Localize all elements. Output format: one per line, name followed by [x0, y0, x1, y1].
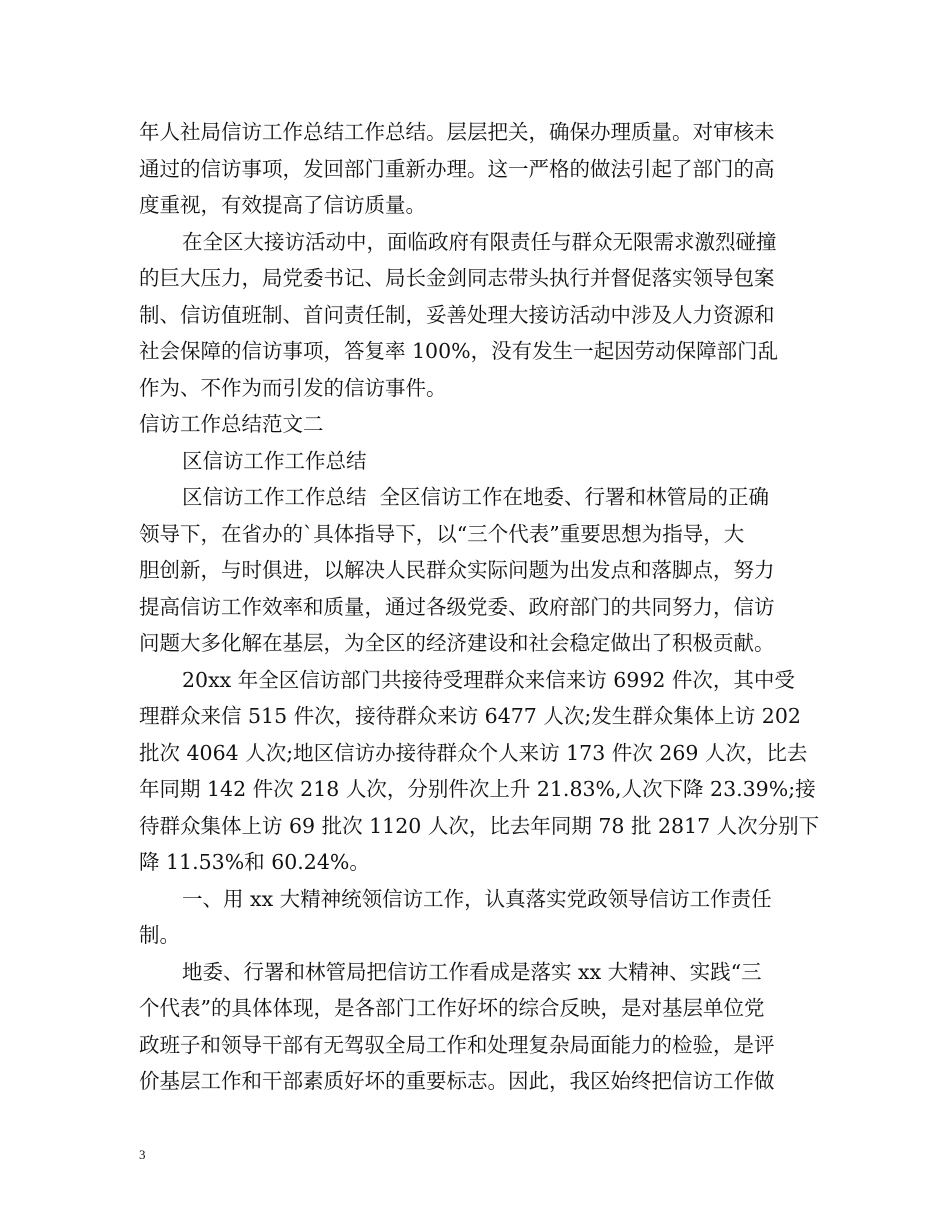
article-title: 区信访工作工作总结 — [182, 448, 367, 473]
text-line: 区信访工作工作总结 全区信访工作在地委、行署和林管局的正确 — [182, 485, 770, 509]
text-line: 胆创新，与时俱进，以解决人民群众实际问题为出发点和落脚点，努力 — [139, 558, 775, 582]
text-line: 制。 — [139, 923, 180, 947]
text-line: 价基层工作和干部素质好坏的重要标志。因此，我区始终把信访工作做 — [139, 1069, 775, 1093]
text-line: 年同期 142 件次 218 人次，分别件次上升 21.83%,人次下降 23.39%;接 — [139, 777, 816, 801]
text-line: 提高信访工作效率和质量，通过各级党委、政府部门的共同努力，信访 — [139, 594, 775, 619]
page-number: 3 — [139, 1147, 146, 1162]
subsection-heading: 一、用 xx 大精神统领信访工作，认真落实党政领导信访工作责任 — [182, 886, 772, 911]
text-line: 政班子和领导干部有无驾驭全局工作和处理复杂局面能力的检验，是评 — [139, 1032, 775, 1057]
text-line: 年人社局信访工作总结工作总结。层层把关，确保办理质量。对审核未 — [139, 120, 775, 144]
text-line: 度重视，有效提高了信访质量。 — [139, 193, 426, 217]
text-line: 在全区大接访活动中，面临政府有限责任与群众无限需求激烈碰撞 — [182, 229, 777, 254]
text-line: 批次 4064 人次;地区信访办接待群众个人来访 173 件次 269 人次，比去 — [139, 740, 808, 765]
text-line: 作为、不作为而引发的信访事件。 — [139, 375, 447, 400]
text-line: 地委、行署和林管局把信访工作看成是落实 xx 大精神、实践“三 — [182, 959, 762, 984]
text-line: 的巨大压力，局党委书记、局长金剑同志带头执行并督促落实领导包案 — [139, 266, 775, 290]
text-line: 制、信访值班制、首问责任制，妥善处理大接访活动中涉及人力资源和 — [139, 302, 775, 327]
text-line: 社会保障的信访事项，答复率 100%，没有发生一起因劳动保障部门乱 — [139, 339, 779, 363]
section-heading: 信访工作总结范文二 — [139, 412, 324, 436]
text-line: 降 11.53%和 60.24%。 — [139, 850, 370, 874]
text-line: 通过的信访事项，发回部门重新办理。这一严格的做法引起了部门的高 — [139, 156, 775, 181]
document-body — [139, 114, 820, 1100]
text-line: 问题大多化解在基层，为全区的经济建设和社会稳定做出了积极贡献。 — [139, 631, 775, 655]
text-line: 20xx 年全区信访部门共接待受理群众来信来访 6992 件次，其中受 — [182, 667, 795, 692]
text-line: 领导下，在省办的`具体指导下，以“三个代表”重要思想为指导，大 — [139, 521, 745, 546]
text-line: 待群众集体上访 69 批次 1120 人次，比去年同期 78 批 2817 人次分别下 — [139, 813, 820, 838]
text-line: 个代表”的具体体现，是各部门工作好坏的综合反映，是对基层单位党 — [139, 996, 765, 1020]
text-line: 理群众来信 515 件次，接待群众来访 6477 人次;发生群众集体上访 202 — [139, 704, 801, 728]
